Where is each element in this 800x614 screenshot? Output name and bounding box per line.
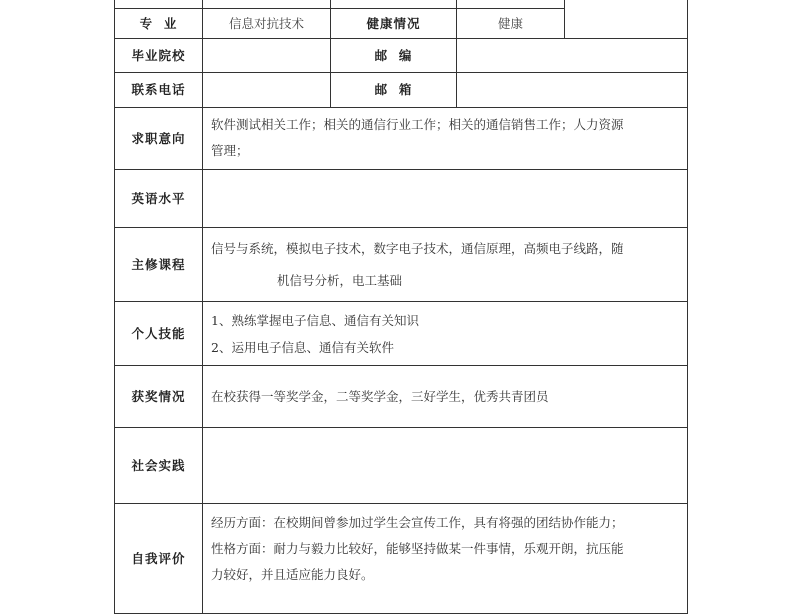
- courses-label: 主修课程: [115, 228, 203, 302]
- intention-label: 求职意向: [115, 108, 203, 170]
- intention-line-2: 管理；: [211, 143, 249, 158]
- school-label: 毕业院校: [115, 39, 203, 73]
- table-row-practice: [115, 428, 688, 504]
- courses-content: [203, 228, 688, 302]
- school-value: [203, 39, 331, 73]
- skills-line-1: 1、熟练掌握电子信息、通信有关知识: [211, 312, 419, 328]
- major-value: 信息对抗技术: [203, 9, 331, 39]
- table-row-top-partial: [115, 0, 688, 9]
- table-row-courses: [115, 228, 688, 302]
- table-row-awards: [115, 366, 688, 428]
- table-row-self-eval: [115, 504, 688, 614]
- english-label: 英语水平: [115, 170, 203, 228]
- intention-content: [203, 108, 688, 170]
- email-value: [457, 73, 688, 108]
- health-label: 健康情况: [331, 9, 457, 39]
- skills-label: 个人技能: [115, 302, 203, 366]
- table-row-intention: [115, 108, 688, 170]
- courses-line-1: 信号与系统，模拟电子技术，数字电子技术，通信原理，高频电子线路，随: [211, 240, 624, 256]
- courses-line-2: 机信号分析，电工基础: [277, 272, 403, 288]
- awards-label: 获奖情况: [115, 366, 203, 428]
- intention-line-1: 软件测试相关工作；相关的通信行业工作；相关的通信销售工作；人力资源: [211, 117, 624, 132]
- photo-cell: [565, 0, 688, 39]
- table-row-school: [115, 39, 688, 73]
- self-eval-line-1: 经历方面：在校期间曾参加过学生会宣传工作，具有将强的团结协作能力；: [211, 515, 624, 530]
- self-eval-line-2: 性格方面：耐力与毅力比较好，能够坚持做某一件事情，乐观开朗，抗压能: [211, 541, 624, 556]
- table-row-skills: [115, 302, 688, 366]
- skills-line-2: 2、运用电子信息、通信有关软件: [211, 339, 394, 355]
- top-cell: [331, 0, 457, 9]
- awards-value: 在校获得一等奖学金，二等奖学金，三好学生，优秀共青团员: [203, 366, 688, 428]
- major-label: 专 业: [115, 9, 203, 39]
- health-value: 健康: [457, 9, 565, 39]
- phone-label: 联系电话: [115, 73, 203, 108]
- zip-label: 邮 编: [331, 39, 457, 73]
- practice-value: [203, 428, 688, 504]
- top-cell: [457, 0, 565, 9]
- top-cell: [203, 0, 331, 9]
- self-eval-label: 自我评价: [115, 504, 203, 614]
- self-eval-content: [203, 504, 688, 614]
- top-cell: [115, 0, 203, 9]
- phone-value: [203, 73, 331, 108]
- table-row-english: [115, 170, 688, 228]
- zip-value: [457, 39, 688, 73]
- email-label: 邮 箱: [331, 73, 457, 108]
- practice-label: 社会实践: [115, 428, 203, 504]
- table-row-phone: [115, 73, 688, 108]
- skills-content: [203, 302, 688, 366]
- resume-table: [114, 0, 688, 614]
- self-eval-line-3: 力较好，并且适应能力良好。: [211, 567, 374, 582]
- english-value: [203, 170, 688, 228]
